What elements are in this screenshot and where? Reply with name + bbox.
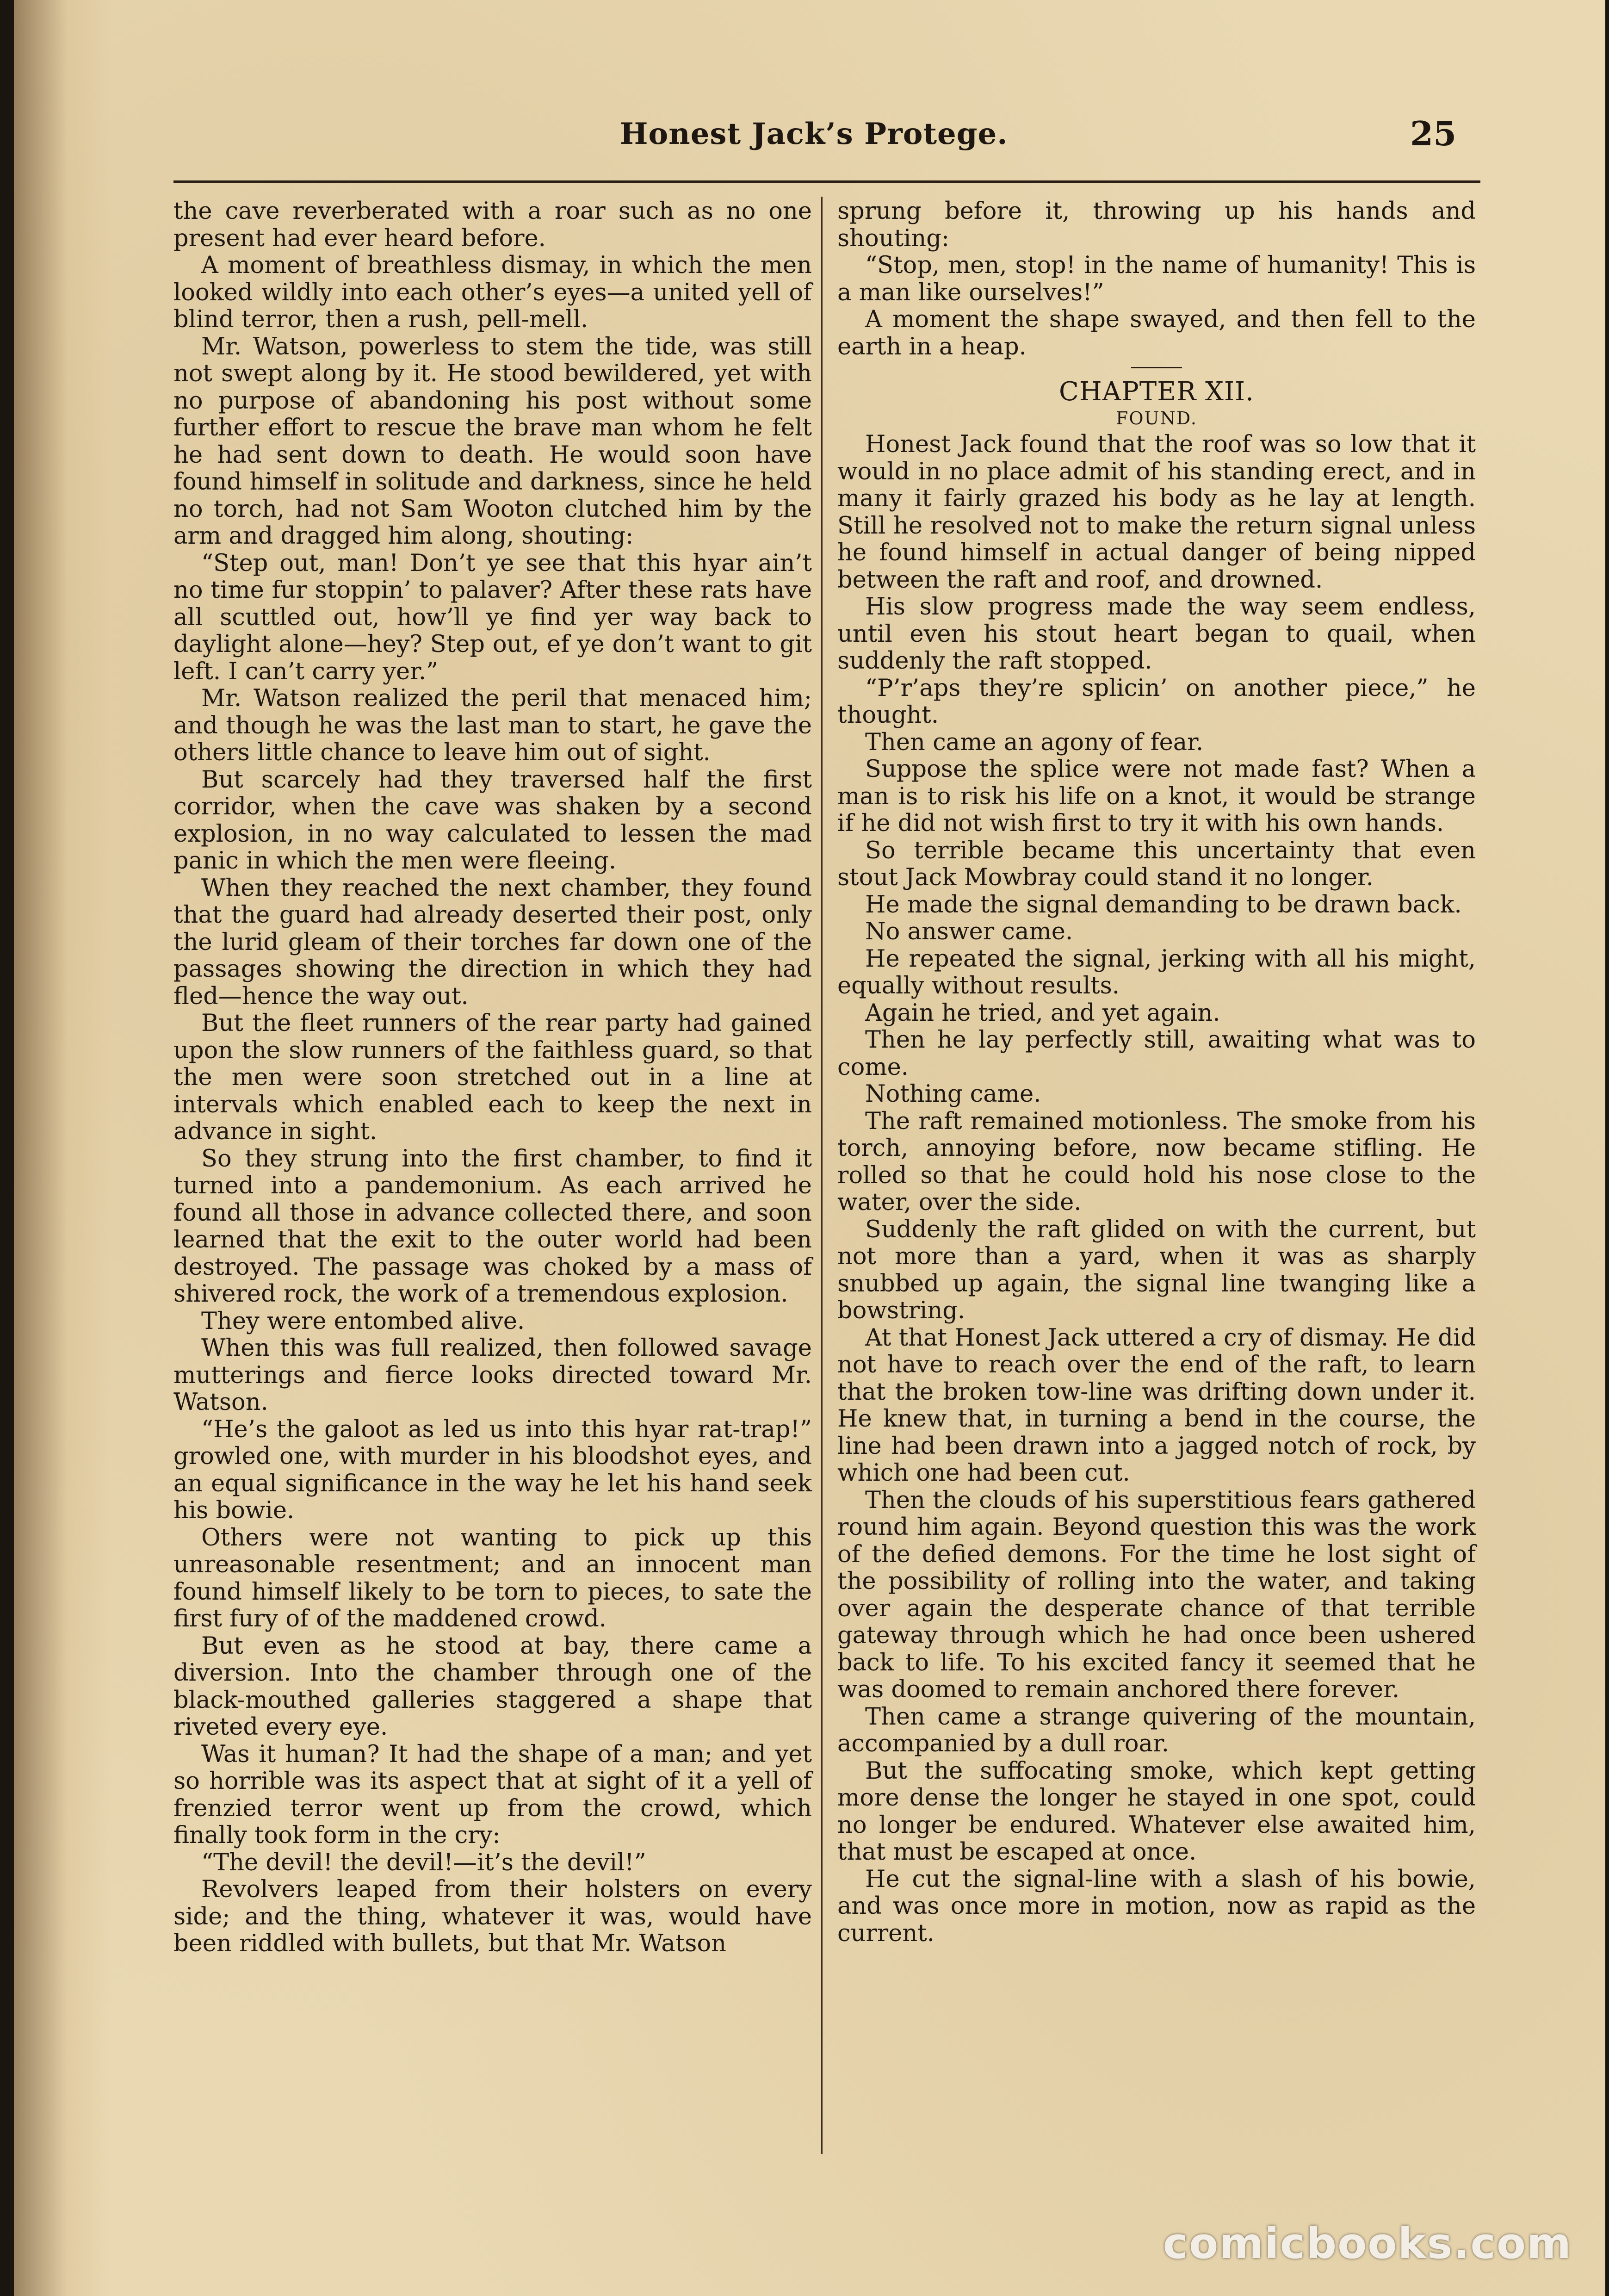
column-divider <box>821 197 823 2154</box>
page-number: 25 <box>1410 114 1457 153</box>
running-title: Honest Jack’s Protege. <box>620 117 1008 151</box>
paragraph: He repeated the signal, jerking with all his might, equally without results. <box>837 945 1476 999</box>
paragraph: Mr. Watson realized the peril that menaced him; and though he was the last man to start, he gave the others little chance to leave him out of sight. <box>173 685 812 766</box>
paragraph: His slow progress made the way seem endless, until even his stout heart began to quail, when suddenly the raft stopped. <box>837 593 1476 675</box>
section-rule <box>1131 367 1182 368</box>
paragraph: When this was full realized, then followed savage mutterings and fierce looks directed toward Mr. Watson. <box>173 1334 812 1416</box>
paragraph: “The devil! the devil!—it’s the devil!” <box>201 1849 646 1876</box>
paragraph: “He’s the galoot as led us into this hyar rat-trap!” growled one, with murder in his bloodshot eyes, and an equal significance in the way he let his hand seek his bowie. <box>173 1415 812 1524</box>
watermark: comicbooks.com <box>1163 2219 1572 2268</box>
paragraph: A moment of breathless dismay, in which the men looked wildly into each other’s eyes—a united yell of blind terror, then a rush, pell-mell. <box>173 252 812 333</box>
paragraph: Others were not wanting to pick up this unreasonable resentment; and an innocent man found himself likely to be torn to pieces, to sate the first fury of of the maddened crowd. <box>173 1524 812 1632</box>
paragraph: The raft remained motionless. The smoke from his torch, annoying before, now became stifling. He rolled so that he could hold his nose close to the water, over the side. <box>837 1107 1476 1216</box>
paragraph: Suddenly the raft glided on with the current, but not more than a yard, when it was as sharply snubbed up again, the signal line twanging like a bowstring. <box>837 1216 1476 1324</box>
paragraph: He made the signal demanding to be drawn back. <box>865 891 1462 918</box>
paragraph: Honest Jack found that the roof was so low that it would in no place admit of his standing erect, and in many it fairly grazed his body as he lay at length. Still he resolved not to make the return signal unless he found himself in actual danger of being nipped between the raft and roof, and drowned. <box>837 431 1476 594</box>
paragraph: Then came a strange quivering of the mountain, accompanied by a dull roar. <box>837 1703 1476 1757</box>
left-column <box>173 198 812 1958</box>
paragraph: the cave reverberated with a roar such as no one present had ever heard before. <box>173 198 812 252</box>
header-rule <box>173 180 1480 183</box>
paragraph: But the fleet runners of the rear party had gained upon the slow runners of the faithless guard, so that the men were soon stretched out in a line at intervals which enabled each to keep the next in advance in sight. <box>173 1010 812 1145</box>
paragraph: No answer came. <box>865 918 1073 945</box>
paragraph: Nothing came. <box>865 1080 1041 1108</box>
paragraph: Then he lay perfectly still, awaiting what was to come. <box>837 1026 1476 1081</box>
page <box>14 0 1605 2296</box>
paragraph: Mr. Watson, powerless to stem the tide, was still not swept along by it. He stood bewildered, yet with no purpose of abandoning his post without some further effort to rescue the brave man whom he felt he had sent down to death. He would soon have found himself in solitude and darkness, since he held no torch, had not Sam Wooton clutched him by the arm and dragged him along, shouting: <box>173 333 812 550</box>
paragraph: But even as he stood at bay, there came a diversion. Into the chamber through one of the black-mouthed galleries staggered a shape that riveted every eye. <box>173 1632 812 1741</box>
right-column <box>837 198 1476 1947</box>
paragraph: When they reached the next chamber, they found that the guard had already deserted their post, only the lurid gleam of their torches far down one of the passages showing the direction in which they had fled—hence the way out. <box>173 874 812 1010</box>
paragraph: A moment the shape swayed, and then fell to the earth in a heap. <box>837 306 1476 360</box>
paragraph: Suppose the splice were not made fast? When a man is to risk his life on a knot, it would be strange if he did not wish first to try it with his own hands. <box>837 756 1476 837</box>
chapter-subtitle: FOUND. <box>1116 408 1197 428</box>
paragraph: But the suffocating smoke, which kept getting more dense the longer he stayed in one spot, could no longer be endured. Whatever else awaited him, that must be escaped at once. <box>837 1757 1476 1866</box>
paragraph: “P’r’aps they’re splicin’ on another piece,” he thought. <box>837 674 1476 729</box>
paragraph: At that Honest Jack uttered a cry of dismay. He did not have to reach over the end of the raft, to learn that the broken tow-line was drifting down under it. He knew that, in turning a bend in the course, the line had been drawn into a jagged notch of rock, by which one had been cut. <box>837 1324 1476 1487</box>
binding-gutter <box>14 0 111 2296</box>
paragraph: “Step out, man! Don’t ye see that this hyar ain’t no time fur stoppin’ to palaver? After these rats have all scuttled out, how’ll ye find yer way back to daylight alone—hey? Step out, ef ye don’t want to git left. I can’t carry yer.” <box>173 549 812 685</box>
paragraph: Then the clouds of his superstitious fears gathered round him again. Beyond question this was the work of the defied demons. For the time he lost sight of the possibility of rolling into the water, and taking over again the desperate chance of that terrible gateway through which he had once been ushered back to life. To his excited fancy it seemed that he was doomed to remain anchored there forever. <box>837 1486 1476 1703</box>
paragraph: “Stop, men, stop! in the name of humanity! This is a man like ourselves!” <box>837 252 1476 306</box>
paragraph: Again he tried, and yet again. <box>865 999 1220 1027</box>
paragraph: sprung before it, throwing up his hands and shouting: <box>837 198 1476 252</box>
paragraph: But scarcely had they traversed half the first corridor, when the cave was shaken by a second explosion, in no way calculated to lessen the mad panic in which the men were fleeing. <box>173 766 812 875</box>
paragraph: Revolvers leaped from their holsters on every side; and the thing, whatever it was, would have been riddled with bullets, but that Mr. Watson <box>173 1876 812 1957</box>
paragraph: So they strung into the first chamber, to find it turned into a pandemonium. As each arrived he found all those in advance collected there, and soon learned that the exit to the outer world had been destroyed. The passage was choked by a mass of shivered rock, the work of a tremendous explosion. <box>173 1145 812 1308</box>
paragraph: They were entombed alive. <box>201 1307 525 1335</box>
paragraph: So terrible became this uncertainty that even stout Jack Mowbray could stand it no longer. <box>837 837 1476 891</box>
chapter-title: CHAPTER XII. <box>1059 377 1254 407</box>
paragraph: Was it human? It had the shape of a man; and yet so horrible was its aspect that at sight of it a yell of frenzied terror went up from the crowd, which finally took form in the cry: <box>173 1740 812 1849</box>
paragraph: He cut the signal-line with a slash of his bowie, and was once more in motion, now as rapid as the current. <box>837 1865 1476 1947</box>
paragraph: Then came an agony of fear. <box>865 728 1204 756</box>
